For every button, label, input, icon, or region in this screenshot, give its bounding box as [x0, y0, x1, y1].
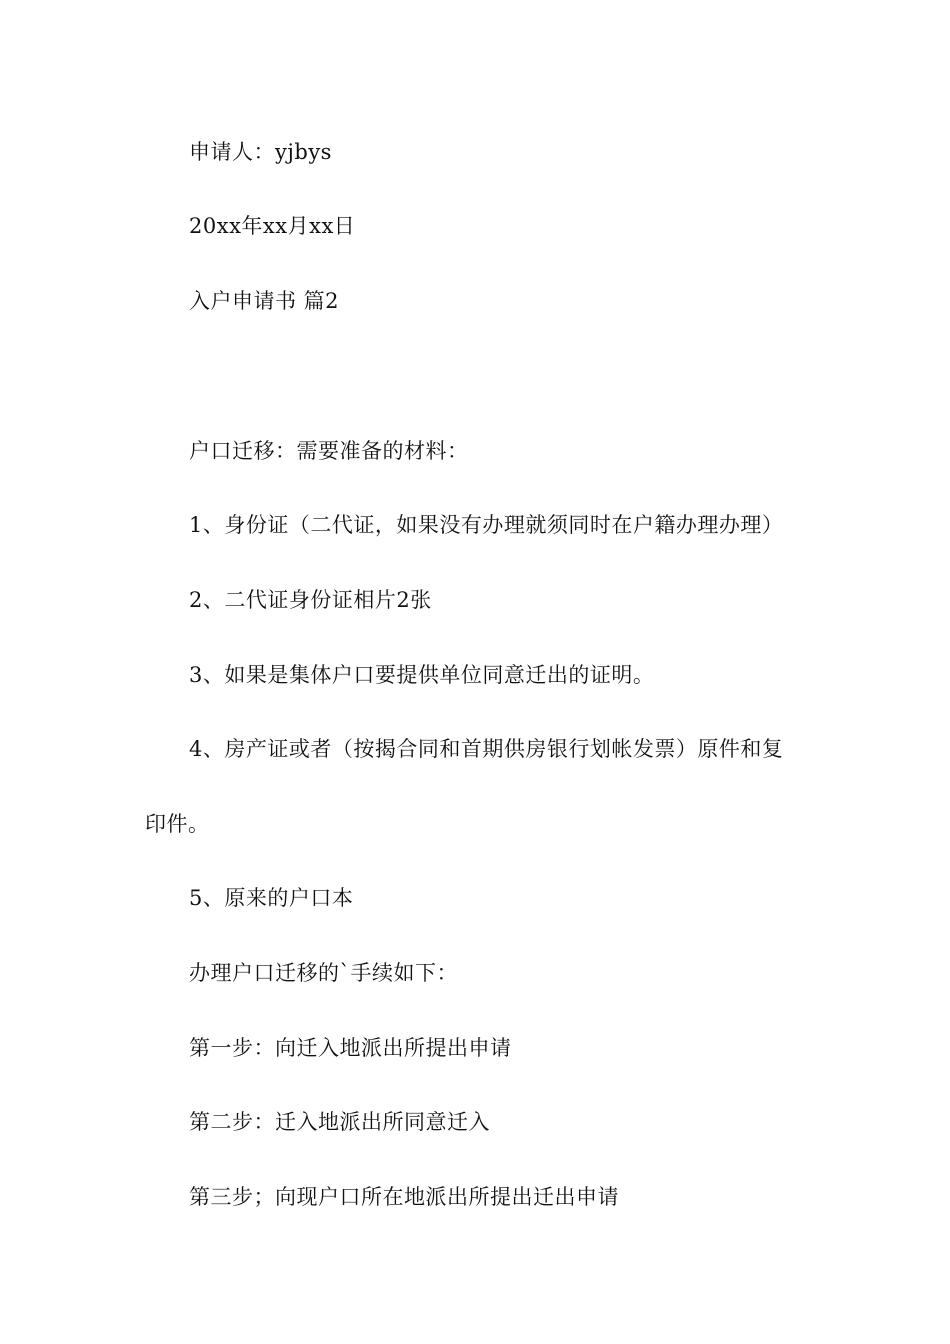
- procedure-heading: 办理户口迁移的`手续如下：: [189, 961, 458, 985]
- procedure-step-1: 第一步：向迁入地派出所提出申请: [189, 1036, 512, 1060]
- materials-heading: 户口迁移：需要准备的材料：: [189, 439, 469, 463]
- procedure-step-2: 第二步：迁入地派出所同意迁入: [189, 1110, 490, 1134]
- material-item-3: 3、如果是集体户口要提供单位同意迁出的证明。: [189, 663, 655, 687]
- applicant-line: 申请人：yjbys: [189, 140, 332, 164]
- section-title: 入户申请书 篇2: [189, 289, 340, 313]
- material-item-4-cont: 印件。: [145, 812, 210, 836]
- date-line: 20xx年xx月xx日: [189, 214, 356, 238]
- material-item-2: 2、二代证身份证相片2张: [189, 588, 432, 612]
- material-item-4: 4、房产证或者（按揭合同和首期供房银行划帐发票）原件和复: [189, 737, 784, 761]
- procedure-step-3: 第三步；向现户口所在地派出所提出迁出申请: [189, 1185, 619, 1209]
- material-item-5: 5、原来的户口本: [189, 886, 354, 910]
- material-item-1: 1、身份证（二代证，如果没有办理就须同时在户籍办理办理）: [189, 513, 784, 537]
